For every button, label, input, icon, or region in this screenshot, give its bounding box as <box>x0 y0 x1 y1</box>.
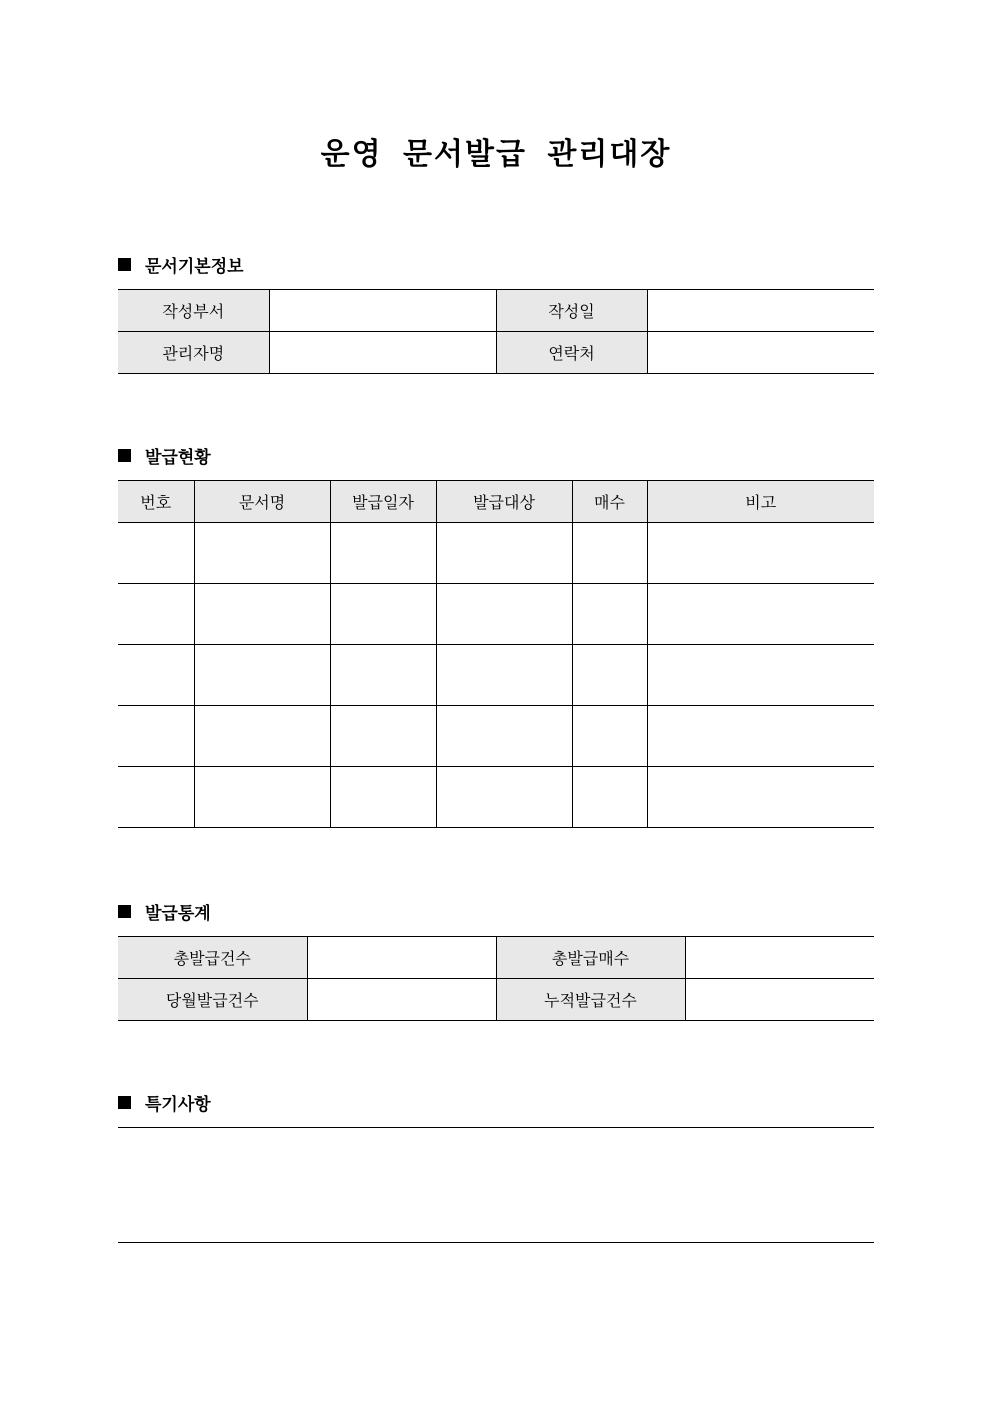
issue-date-cell[interactable] <box>330 645 436 706</box>
number-cell[interactable] <box>118 767 194 828</box>
document-name-cell[interactable] <box>194 767 330 828</box>
notes-heading-text: 특기사항 <box>145 1094 211 1115</box>
table-header-row <box>118 481 874 523</box>
table-row <box>118 979 874 1021</box>
table-row <box>118 584 874 645</box>
contact-label: 연락처 <box>496 332 647 374</box>
issue-stats-heading-text: 발급통계 <box>145 903 211 924</box>
column-header-copies: 매수 <box>572 481 647 523</box>
issue-target-cell[interactable] <box>436 767 572 828</box>
issue-stats-heading <box>118 898 874 924</box>
issue-date-cell[interactable] <box>330 523 436 584</box>
table-row <box>118 332 874 374</box>
total-issue-count-label: 총발급건수 <box>118 937 307 979</box>
document-name-cell[interactable] <box>194 523 330 584</box>
basic-info-section <box>118 251 874 374</box>
issue-target-cell[interactable] <box>436 706 572 767</box>
number-cell[interactable] <box>118 706 194 767</box>
basic-info-heading <box>118 251 874 277</box>
table-row <box>118 523 874 584</box>
monthly-issue-count-field[interactable] <box>307 979 496 1021</box>
department-label: 작성부서 <box>118 290 269 332</box>
number-cell[interactable] <box>118 645 194 706</box>
document-name-cell[interactable] <box>194 706 330 767</box>
copies-cell[interactable] <box>572 767 647 828</box>
total-issue-count-field[interactable] <box>307 937 496 979</box>
document-name-cell[interactable] <box>194 584 330 645</box>
table-row <box>118 290 874 332</box>
issue-target-cell[interactable] <box>436 645 572 706</box>
issue-date-cell[interactable] <box>330 584 436 645</box>
remarks-cell[interactable] <box>647 523 874 584</box>
issue-status-heading <box>118 442 874 468</box>
issue-stats-table <box>118 936 874 1021</box>
monthly-issue-count-label: 당월발급건수 <box>118 979 307 1021</box>
column-header-number: 번호 <box>118 481 194 523</box>
issue-date-cell[interactable] <box>330 706 436 767</box>
issue-status-heading-text: 발급현황 <box>145 447 211 468</box>
notes-heading <box>118 1089 874 1115</box>
issue-target-cell[interactable] <box>436 523 572 584</box>
square-bullet-icon <box>118 905 131 918</box>
document-title: 운영 문서발급 관리대장 <box>320 137 672 172</box>
department-field[interactable] <box>269 290 496 332</box>
column-header-remarks: 비고 <box>647 481 874 523</box>
copies-cell[interactable] <box>572 584 647 645</box>
remarks-cell[interactable] <box>647 584 874 645</box>
notes-section <box>118 1089 874 1243</box>
remarks-cell[interactable] <box>647 767 874 828</box>
document-name-cell[interactable] <box>194 645 330 706</box>
contact-field[interactable] <box>647 332 874 374</box>
number-cell[interactable] <box>118 584 194 645</box>
date-written-field[interactable] <box>647 290 874 332</box>
cumulative-issue-count-label: 누적발급건수 <box>496 979 685 1021</box>
table-row <box>118 706 874 767</box>
total-issue-copies-field[interactable] <box>685 937 874 979</box>
table-row <box>118 937 874 979</box>
square-bullet-icon <box>118 1096 131 1109</box>
issue-target-cell[interactable] <box>436 584 572 645</box>
column-header-document-name: 문서명 <box>194 481 330 523</box>
table-row <box>118 645 874 706</box>
copies-cell[interactable] <box>572 706 647 767</box>
number-cell[interactable] <box>118 523 194 584</box>
copies-cell[interactable] <box>572 645 647 706</box>
issue-date-cell[interactable] <box>330 767 436 828</box>
date-written-label: 작성일 <box>496 290 647 332</box>
remarks-cell[interactable] <box>647 706 874 767</box>
manager-name-field[interactable] <box>269 332 496 374</box>
square-bullet-icon <box>118 258 131 271</box>
basic-info-heading-text: 문서기본정보 <box>145 256 244 277</box>
square-bullet-icon <box>118 449 131 462</box>
notes-field[interactable] <box>118 1127 874 1243</box>
cumulative-issue-count-field[interactable] <box>685 979 874 1021</box>
issue-status-section <box>118 442 874 828</box>
remarks-cell[interactable] <box>647 645 874 706</box>
issue-status-table <box>118 480 874 828</box>
issue-stats-section <box>118 898 874 1021</box>
total-issue-copies-label: 총발급매수 <box>496 937 685 979</box>
copies-cell[interactable] <box>572 523 647 584</box>
table-row <box>118 767 874 828</box>
manager-name-label: 관리자명 <box>118 332 269 374</box>
basic-info-table <box>118 289 874 374</box>
column-header-issue-date: 발급일자 <box>330 481 436 523</box>
column-header-issue-target: 발급대상 <box>436 481 572 523</box>
